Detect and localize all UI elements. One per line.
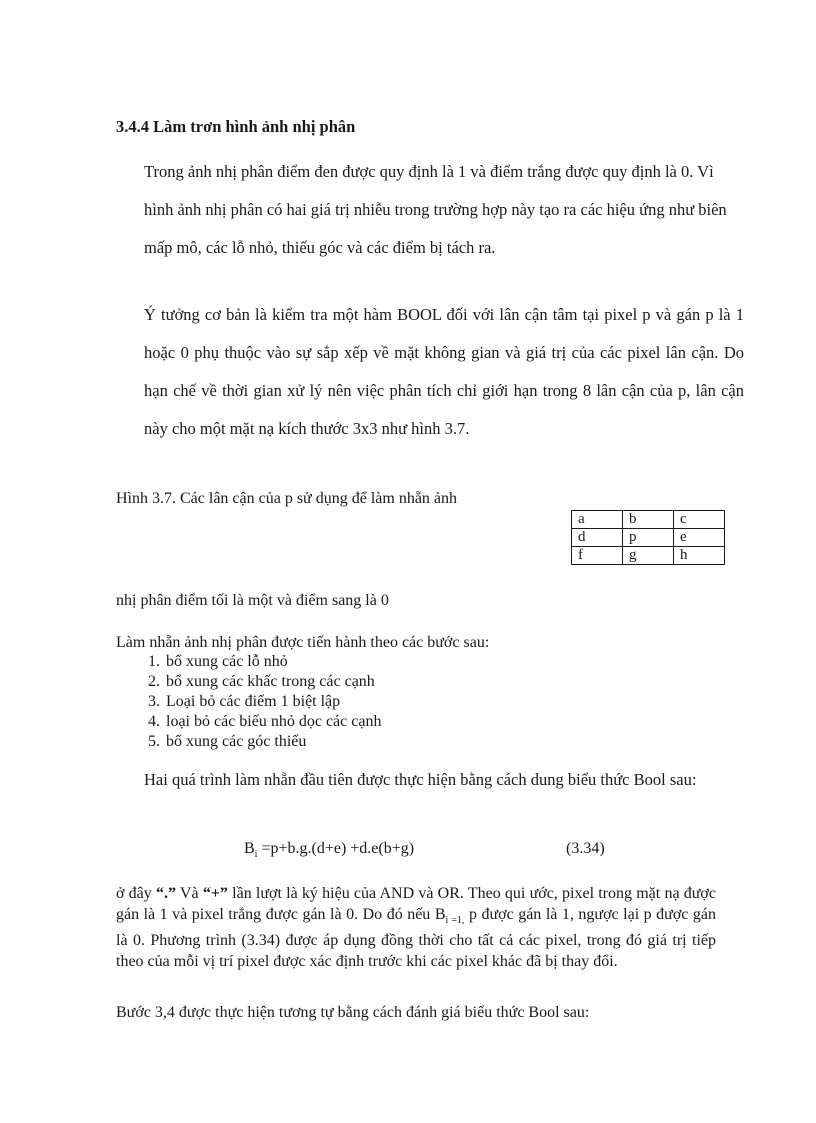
mask-cell: f: [572, 547, 623, 565]
neighbor-mask-table: [571, 510, 725, 565]
mask-row: [572, 511, 725, 529]
formula-lhs: B: [244, 840, 255, 857]
mask-cell: e: [674, 529, 725, 547]
boolean-formula: [244, 840, 414, 860]
inline-subscript: i =1,: [445, 914, 465, 926]
paragraph-first-two-steps: Hai quá trình làm nhẵn đầu tiên được thực hiện bằng cách dung biểu thức Bool sau:: [144, 770, 697, 789]
formula-subscript: i: [254, 849, 258, 861]
dot-symbol: “.”: [156, 885, 176, 902]
mask-row: [572, 529, 725, 547]
paragraph-operators: [116, 884, 716, 972]
steps-list: [140, 652, 381, 752]
paragraph-steps-3-4: Bước 3,4 được thực hiện tương tự bằng cách đánh giá biểu thức Bool sau:: [116, 1004, 590, 1021]
figure-caption: Hình 3.7. Các lân cận của p sử dụng để làm nhẵn ảnh: [116, 490, 458, 507]
formula-number: (3.34): [566, 840, 605, 857]
step-item: 3. Loại bỏ các điểm 1 biệt lập: [164, 692, 381, 712]
mask-cell: a: [572, 511, 623, 529]
step-item: 5. bổ xung các góc thiếu: [164, 732, 381, 752]
formula-rhs: =p+b.g.(d+e) +d.e(b+g): [257, 840, 415, 857]
text-run: p được gán là 1, ngược lại p được gán là 0. Phương trình (3.34) được áp dụng đồng thời cho tất cả các pixel, trong đó giá trị tiếp theo của mỗi vị trí pixel được xác định trước khi các pixel khác đã bị thay đổi.: [116, 905, 717, 970]
text-run: ở đây: [116, 885, 156, 902]
mask-cell: d: [572, 529, 623, 547]
steps-intro: Làm nhẵn ảnh nhị phân được tiến hành theo các bước sau:: [116, 634, 490, 651]
mask-cell: b: [623, 511, 674, 529]
mask-cell: h: [674, 547, 725, 565]
paragraph-binary-noise: Trong ảnh nhị phân điểm đen được quy định là 1 và điểm trắng được quy định là 0. Vì hình ảnh nhị phân có hai giá trị nhiễu trong trường hợp này tạo ra các hiệu ứng như biên mấp mô, các lỗ nhỏ, thiếu góc và các điểm bị tách ra.: [144, 162, 727, 257]
paragraph-bool-function: Ý tưởng cơ bản là kiểm tra một hàm BOOL đối với lân cận tâm tại pixel p và gán p là 1 hoặc 0 phụ thuộc vào sự sắp xếp về mặt không gian và giá trị của các pixel lân cận. Do hạn chế về thời gian xử lý nên việc phân tích chỉ giới hạn trong 8 lân cận của p, lân cận này cho một mặt nạ kích thước 3x3 như hình 3.7.: [144, 305, 744, 438]
section-heading: 3.4.4 Làm trơn hình ảnh nhị phân: [116, 117, 356, 136]
mask-cell: c: [674, 511, 725, 529]
text-run: Và: [176, 885, 203, 902]
mask-cell: g: [623, 547, 674, 565]
step-item: 1. bổ xung các lỗ nhỏ: [164, 652, 381, 672]
mask-row: [572, 547, 725, 565]
step-item: 4. loại bỏ các biếu nhỏ dọc các cạnh: [164, 712, 381, 732]
step-item: 2. bổ xung các khấc trong các cạnh: [164, 672, 381, 692]
figure-caption-continued: nhị phân điểm tối là một và điểm sang là 0: [116, 592, 389, 609]
mask-cell: p: [623, 529, 674, 547]
text-run: lần lượt là ký hiệu của AND và OR. Theo qui ước, pixel trong mặt nạ được gán là 1 và pixel trắng được gán là 0. Do đó nếu B: [116, 885, 716, 923]
plus-symbol: “+”: [202, 885, 228, 902]
